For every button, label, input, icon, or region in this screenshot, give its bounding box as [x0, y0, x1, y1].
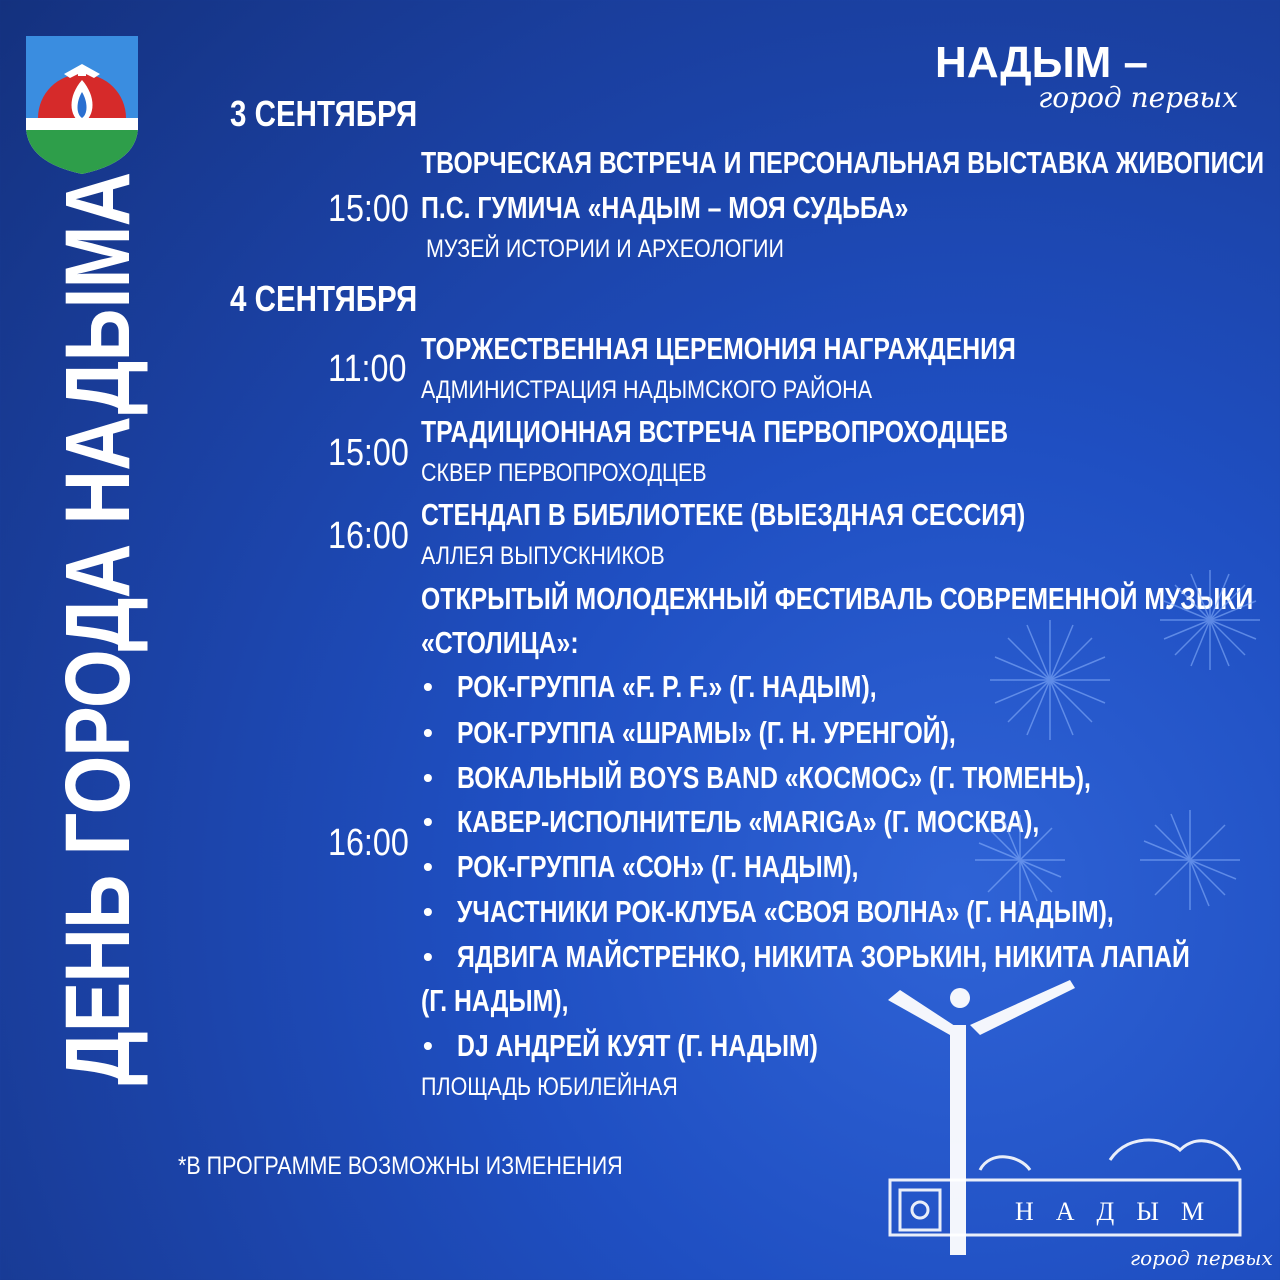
- event-title-line: «СТОЛИЦА»:: [421, 625, 579, 660]
- page-title: ДЕНЬ ГОРОДА НАДЫМА: [47, 172, 149, 1085]
- list-bullet: •: [423, 851, 433, 882]
- list-item: ЯДВИГА МАЙСТРЕНКО, НИКИТА ЗОРЬКИН, НИКИТА ЛАПАЙ: [457, 939, 1190, 974]
- list-item: РОК-ГРУППА «СОН» (Г. НАДЫМ),: [457, 849, 859, 884]
- nadym-monument-illustration: [880, 980, 1280, 1280]
- event-venue: ПЛОЩАДЬ ЮБИЛЕЙНАЯ: [421, 1073, 678, 1101]
- list-item: DJ АНДРЕЙ КУЯТ (Г. НАДЫМ): [457, 1028, 818, 1063]
- event-title-line: П.С. ГУМИЧА «НАДЫМ – МОЯ СУДЬБА»: [421, 190, 909, 225]
- monument-sign: НАДЫМ: [1015, 1197, 1227, 1226]
- event-title-line: ТРАДИЦИОННАЯ ВСТРЕЧА ПЕРВОПРОХОДЦЕВ: [421, 414, 1009, 449]
- list-item: КАВЕР-ИСПОЛНИТЕЛЬ «MARIGA» (Г. МОСКВА),: [457, 804, 1040, 839]
- list-item: ВОКАЛЬНЫЙ BOYS BAND «КОСМОС» (Г. ТЮМЕНЬ),: [457, 760, 1091, 795]
- event-time: 16:00: [328, 515, 409, 557]
- event-venue: МУЗЕЙ ИСТОРИИ И АРХЕОЛОГИИ: [426, 235, 784, 263]
- event-venue: АДМИНИСТРАЦИЯ НАДЫМСКОГО РАЙОНА: [421, 376, 873, 404]
- event-time: 15:00: [328, 188, 409, 230]
- monument-subtitle: город первых: [1130, 1246, 1273, 1270]
- disclaimer-note: *В ПРОГРАММЕ ВОЗМОЖНЫ ИЗМЕНЕНИЯ: [178, 1152, 623, 1180]
- list-item: РОК-ГРУППА «F. P. F.» (Г. НАДЫМ),: [457, 669, 877, 704]
- list-bullet: •: [423, 717, 433, 748]
- event-venue: СКВЕР ПЕРВОПРОХОДЦЕВ: [421, 459, 707, 487]
- list-bullet: •: [423, 762, 433, 793]
- list-item: УЧАСТНИКИ РОК-КЛУБА «СВОЯ ВОЛНА» (Г. НАДЫМ),: [457, 894, 1114, 929]
- fireworks-decoration: [940, 560, 1280, 1040]
- event-time: 11:00: [328, 348, 407, 390]
- city-coat-of-arms-icon: [24, 34, 140, 176]
- event-title-line: ТОРЖЕСТВЕННАЯ ЦЕРЕМОНИЯ НАГРАЖДЕНИЯ: [421, 331, 1016, 366]
- event-time: 15:00: [328, 432, 409, 474]
- event-venue: АЛЛЕЯ ВЫПУСКНИКОВ: [421, 542, 665, 570]
- date-heading: 4 СЕНТЯБРЯ: [230, 278, 418, 319]
- event-time: 16:00: [328, 822, 409, 864]
- date-heading: 3 СЕНТЯБРЯ: [230, 93, 418, 134]
- event-title-line: ТВОРЧЕСКАЯ ВСТРЕЧА И ПЕРСОНАЛЬНАЯ ВЫСТАВКА ЖИВОПИСИ: [421, 145, 1265, 180]
- brand-title: НАДЫМ –: [935, 38, 1148, 87]
- event-title-line: ОТКРЫТЫЙ МОЛОДЕЖНЫЙ ФЕСТИВАЛЬ СОВРЕМЕННОЙ МУЗЫКИ: [421, 581, 1254, 616]
- list-item-continuation: (Г. НАДЫМ),: [421, 983, 569, 1018]
- list-bullet: •: [423, 671, 433, 702]
- list-bullet: •: [423, 941, 433, 972]
- list-bullet: •: [423, 896, 433, 927]
- brand-logo: [935, 38, 1260, 118]
- event-title-line: СТЕНДАП В БИБЛИОТЕКЕ (ВЫЕЗДНАЯ СЕССИЯ): [421, 497, 1026, 532]
- brand-subtitle: город первых: [1038, 81, 1238, 114]
- list-bullet: •: [423, 1030, 433, 1061]
- list-item: РОК-ГРУППА «ШРАМЫ» (Г. Н. УРЕНГОЙ),: [457, 715, 956, 750]
- list-bullet: •: [423, 806, 433, 837]
